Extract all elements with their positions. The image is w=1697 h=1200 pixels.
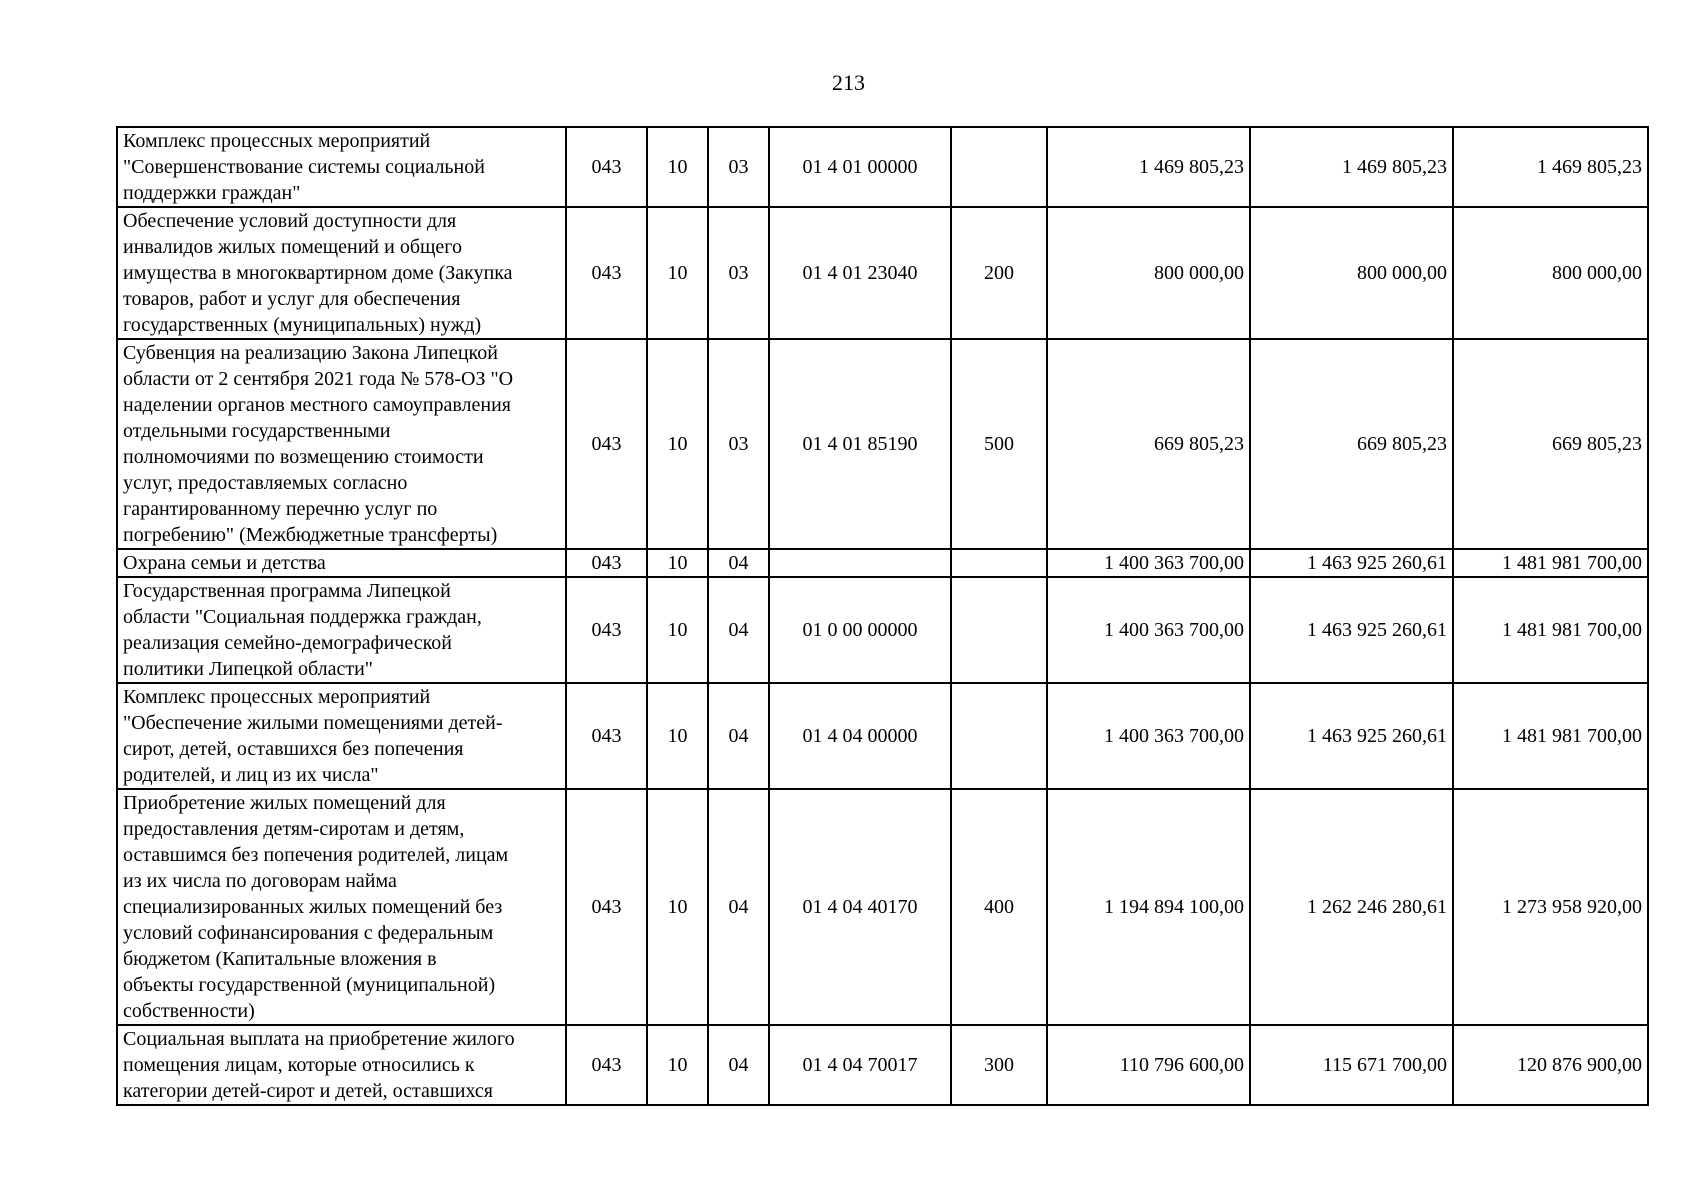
row-expense-type-cell: [951, 127, 1047, 207]
row-expense-type-cell: 200: [951, 207, 1047, 339]
row-amount-year1-cell: 800 000,00: [1047, 207, 1250, 339]
row-amount-year1-cell: 1 469 805,23: [1047, 127, 1250, 207]
row-ministry-code-cell: 043: [566, 127, 647, 207]
table-body: [117, 127, 1648, 1105]
row-subsection-code-cell: 03: [708, 339, 769, 549]
row-ministry-code-cell: 043: [566, 789, 647, 1025]
row-ministry-code-cell: 043: [566, 1025, 647, 1105]
row-amount-year2-cell: 1 262 246 280,61: [1250, 789, 1453, 1025]
row-section-code-cell: 10: [647, 127, 708, 207]
row-amount-year2-cell: 1 463 925 260,61: [1250, 577, 1453, 683]
row-expense-type-cell: [951, 549, 1047, 577]
row-amount-year1-cell: 1 400 363 700,00: [1047, 577, 1250, 683]
row-expense-type-cell: [951, 577, 1047, 683]
row-ministry-code-cell: 043: [566, 339, 647, 549]
row-target-article-cell: 01 4 01 85190: [769, 339, 951, 549]
row-amount-year1-cell: 1 400 363 700,00: [1047, 549, 1250, 577]
page-number: 213: [832, 70, 865, 95]
table-row: [117, 549, 1648, 577]
row-target-article-cell: [769, 549, 951, 577]
row-amount-year1-cell: 1 194 894 100,00: [1047, 789, 1250, 1025]
row-amount-year3-cell: 800 000,00: [1453, 207, 1648, 339]
table-row: [117, 683, 1648, 789]
row-amount-year1-cell: 669 805,23: [1047, 339, 1250, 549]
row-expense-type-cell: 500: [951, 339, 1047, 549]
row-target-article-cell: 01 4 04 40170: [769, 789, 951, 1025]
row-amount-year2-cell: 669 805,23: [1250, 339, 1453, 549]
row-amount-year2-cell: 800 000,00: [1250, 207, 1453, 339]
row-name-cell: Комплекс процессных мероприятий "Обеспечение жилыми помещениями детей- сирот, детей, оставшихся без попечения родителей, и лиц из их числа": [117, 683, 566, 789]
row-ministry-code-cell: 043: [566, 207, 647, 339]
row-section-code-cell: 10: [647, 207, 708, 339]
row-amount-year3-cell: 120 876 900,00: [1453, 1025, 1648, 1105]
row-name-cell: Социальная выплата на приобретение жилого помещения лицам, которые относились к категории детей-сирот и детей, оставшихся: [117, 1025, 566, 1105]
row-expense-type-cell: [951, 683, 1047, 789]
row-amount-year3-cell: 1 481 981 700,00: [1453, 577, 1648, 683]
row-expense-type-cell: 400: [951, 789, 1047, 1025]
budget-table: [116, 126, 1649, 1106]
row-amount-year1-cell: 110 796 600,00: [1047, 1025, 1250, 1105]
row-amount-year3-cell: 1 481 981 700,00: [1453, 683, 1648, 789]
table-row: [117, 207, 1648, 339]
row-name-cell: Субвенция на реализацию Закона Липецкой области от 2 сентября 2021 года № 578-ОЗ "О наделении органов местного самоуправления отдельными государственными полномочиями по возмещению стоимости услуг, предоставляемых согласно гарантированному перечню услуг по погребению" (Межбюджетные трансферты): [117, 339, 566, 549]
row-amount-year2-cell: 115 671 700,00: [1250, 1025, 1453, 1105]
row-name-cell: Приобретение жилых помещений для предоставления детям-сиротам и детям, оставшимся без попечения родителей, лицам из их числа по договорам найма специализированных жилых помещений без условий софинансирования с федеральным бюджетом (Капитальные вложения в объекты государственной (муниципальной) собственности): [117, 789, 566, 1025]
row-subsection-code-cell: 03: [708, 127, 769, 207]
row-section-code-cell: 10: [647, 549, 708, 577]
row-subsection-code-cell: 04: [708, 789, 769, 1025]
table-row: [117, 577, 1648, 683]
row-section-code-cell: 10: [647, 577, 708, 683]
table-row: [117, 1025, 1648, 1105]
row-name-cell: Охрана семьи и детства: [117, 549, 566, 577]
row-target-article-cell: 01 0 00 00000: [769, 577, 951, 683]
row-section-code-cell: 10: [647, 339, 708, 549]
row-target-article-cell: 01 4 01 00000: [769, 127, 951, 207]
row-ministry-code-cell: 043: [566, 549, 647, 577]
row-target-article-cell: 01 4 01 23040: [769, 207, 951, 339]
row-subsection-code-cell: 04: [708, 549, 769, 577]
row-subsection-code-cell: 03: [708, 207, 769, 339]
row-amount-year3-cell: 1 481 981 700,00: [1453, 549, 1648, 577]
table-row: [117, 127, 1648, 207]
table-row: [117, 789, 1648, 1025]
row-target-article-cell: 01 4 04 70017: [769, 1025, 951, 1105]
row-amount-year3-cell: 669 805,23: [1453, 339, 1648, 549]
row-ministry-code-cell: 043: [566, 683, 647, 789]
row-section-code-cell: 10: [647, 683, 708, 789]
row-ministry-code-cell: 043: [566, 577, 647, 683]
row-expense-type-cell: 300: [951, 1025, 1047, 1105]
row-name-cell: Комплекс процессных мероприятий "Совершенствование системы социальной поддержки граждан": [117, 127, 566, 207]
row-amount-year2-cell: 1 469 805,23: [1250, 127, 1453, 207]
row-name-cell: Государственная программа Липецкой области "Социальная поддержка граждан, реализация семейно-демографической политики Липецкой области": [117, 577, 566, 683]
row-amount-year1-cell: 1 400 363 700,00: [1047, 683, 1250, 789]
row-amount-year3-cell: 1 273 958 920,00: [1453, 789, 1648, 1025]
row-subsection-code-cell: 04: [708, 577, 769, 683]
row-section-code-cell: 10: [647, 1025, 708, 1105]
row-section-code-cell: 10: [647, 789, 708, 1025]
table-row: [117, 339, 1648, 549]
row-amount-year2-cell: 1 463 925 260,61: [1250, 549, 1453, 577]
row-subsection-code-cell: 04: [708, 683, 769, 789]
row-amount-year2-cell: 1 463 925 260,61: [1250, 683, 1453, 789]
row-subsection-code-cell: 04: [708, 1025, 769, 1105]
row-amount-year3-cell: 1 469 805,23: [1453, 127, 1648, 207]
row-target-article-cell: 01 4 04 00000: [769, 683, 951, 789]
row-name-cell: Обеспечение условий доступности для инвалидов жилых помещений и общего имущества в многоквартирном доме (Закупка товаров, работ и услуг для обеспечения государственных (муниципальных) нужд): [117, 207, 566, 339]
